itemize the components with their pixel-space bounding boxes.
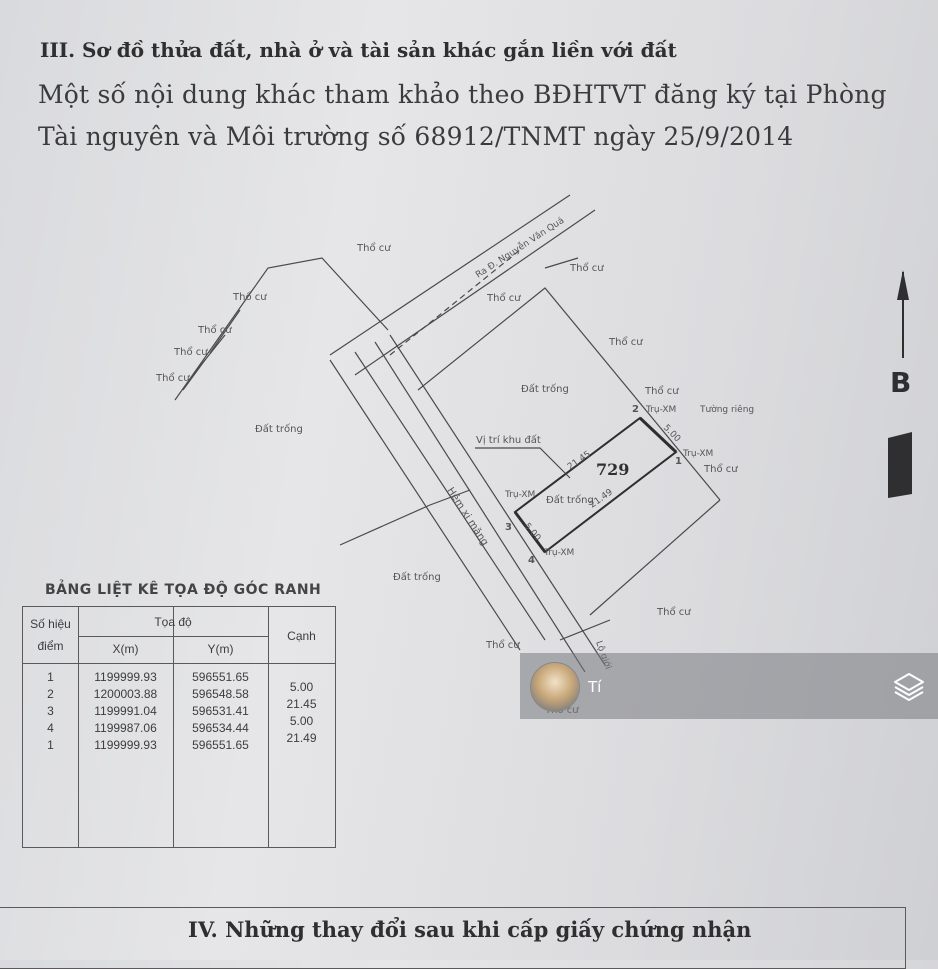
dim-bottom: 21.49 (587, 487, 615, 511)
lower-right-boundary (590, 500, 720, 615)
label-tho-cu-4: Thổ cư (233, 292, 267, 303)
chat-overlay-bar[interactable] (520, 653, 938, 719)
label-road: Ra Đ. Nguyễn Văn Quá (474, 215, 567, 281)
edge-1: 5.00 (289, 680, 314, 694)
label-tuong-rieng: Tường riêng (700, 405, 755, 415)
user-name: Tí (588, 678, 602, 696)
coord-table-title: BẢNG LIỆT KÊ TỌA ĐỘ GÓC RANH (45, 582, 322, 598)
label-tho-cu-10: Thổ cư (704, 464, 738, 475)
label-alley: Hẻm xi măng (444, 485, 491, 548)
coordinate-table (22, 606, 336, 848)
row-1-id: 1 (47, 670, 54, 684)
label-tho-cu-6: Thổ cư (174, 347, 208, 358)
label-tru-1: Trụ-XM (683, 449, 714, 459)
label-dat-trong-4: Đất trống (393, 572, 441, 583)
label-tho-cu-3: Thổ cư (487, 293, 521, 304)
label-dat-trong-1: Đất trống (521, 384, 569, 395)
section-4-heading: IV. Những thay đổi sau khi cấp giấy chứng nhận (188, 917, 752, 942)
label-tho-cu-12: Thổ cư (486, 640, 520, 651)
label-tho-cu-9: Thổ cư (645, 386, 679, 397)
point-2: 2 (632, 404, 639, 415)
north-label: B (890, 366, 912, 399)
label-vi-tri: Vị trí khu đất (476, 435, 541, 446)
edge-4: 21.49 (286, 731, 317, 745)
label-tru-3: Trụ-XM (505, 490, 536, 500)
dim-top: 21.45 (565, 449, 593, 473)
label-tho-cu-8: Thổ cư (609, 337, 643, 348)
row-4-y: 596534.44 (192, 721, 249, 735)
label-tho-cu-11: Thổ cư (657, 607, 691, 618)
row-1-x: 1199999.93 (94, 670, 157, 684)
row-5-y: 596551.65 (192, 738, 249, 752)
label-tho-cu-5: Thổ cư (198, 325, 232, 336)
edge-3: 5.00 (289, 714, 314, 728)
row-2-y: 596548.58 (192, 687, 249, 701)
label-tho-cu-7: Thổ cư (156, 373, 190, 384)
row-5-id: 1 (47, 738, 54, 752)
col-so-hieu-2: điểm (37, 639, 64, 653)
label-dat-trong-2: Đất trống (255, 424, 303, 435)
label-dat-trong-3: Đất trống (546, 495, 594, 506)
label-tho-cu-1: Thổ cư (357, 243, 391, 254)
lot-number: 729 (596, 460, 630, 479)
point-3: 3 (505, 522, 512, 533)
point-4: 4 (528, 555, 535, 566)
row-4-x: 1199987.06 (94, 721, 157, 735)
road-edge-left (330, 195, 570, 355)
row-3-id: 3 (47, 704, 54, 718)
road-edge-right (355, 210, 595, 375)
row-4-id: 4 (47, 721, 54, 735)
point-1: 1 (675, 456, 682, 467)
row-2-id: 2 (47, 687, 54, 701)
col-y: Y(m) (207, 642, 234, 656)
row-2-x: 1200003.88 (93, 687, 158, 701)
user-avatar[interactable] (530, 662, 580, 712)
col-so-hieu-1: Số hiệu (30, 617, 71, 631)
row-1-y: 596551.65 (192, 670, 249, 684)
layers-icon[interactable] (892, 670, 926, 704)
label-tho-cu-2: Thổ cư (570, 263, 604, 274)
setback-line (560, 620, 610, 640)
col-toa-do: Tọa độ (154, 615, 192, 629)
dim-left: 5.00 (521, 521, 543, 544)
alley-edge-1 (330, 360, 520, 650)
col-x: X(m) (112, 642, 139, 656)
col-canh: Cạnh (287, 629, 316, 643)
label-tru-4: Trụ-XM (544, 548, 575, 558)
row-3-y: 596531.41 (192, 704, 249, 718)
label-tru-2: Trụ-XM (646, 405, 677, 415)
reference-line-2: Tài nguyên và Môi trường số 68912/TNMT ngày 25/9/2014 (38, 122, 794, 151)
location-leader (475, 448, 570, 478)
section-3-heading: III. Sơ đồ thửa đất, nhà ở và tài sản khác gắn liền với đất (40, 38, 677, 62)
row-3-x: 1199991.04 (94, 704, 157, 718)
reference-line-1: Một số nội dung khác tham khảo theo BĐHTVT đăng ký tại Phòng (38, 80, 887, 109)
edge-2: 21.45 (286, 697, 317, 711)
dim-right: 5.00 (660, 423, 683, 445)
row-5-x: 1199999.93 (94, 738, 157, 752)
